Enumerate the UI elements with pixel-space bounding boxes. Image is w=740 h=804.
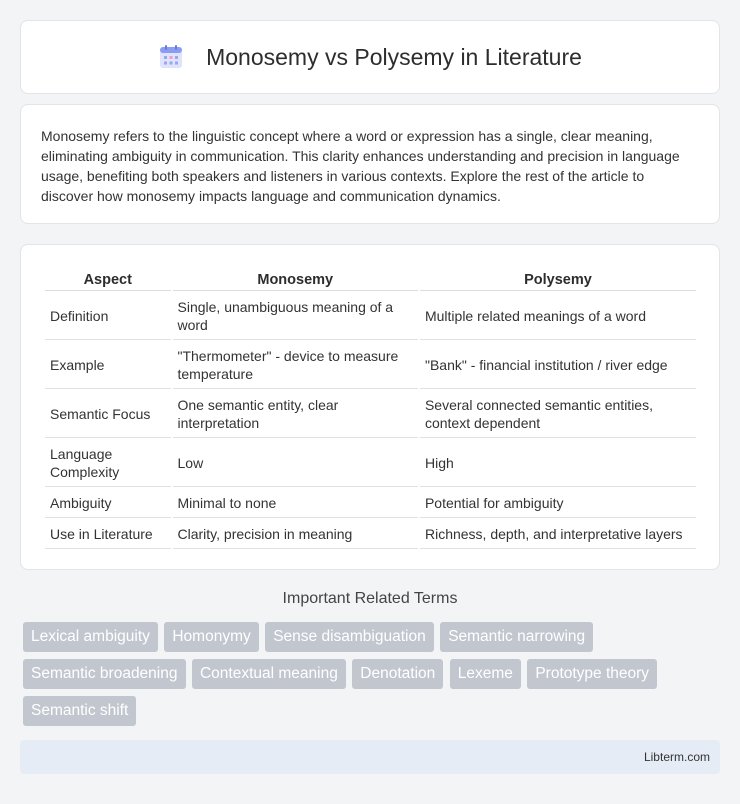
table-cell: High bbox=[420, 440, 696, 487]
table-cell: Potential for ambiguity bbox=[420, 489, 696, 518]
table-cell: Ambiguity bbox=[45, 489, 171, 518]
intro-card bbox=[20, 104, 720, 224]
table-cell: Minimal to none bbox=[173, 489, 418, 518]
column-header-polysemy: Polysemy bbox=[420, 267, 696, 291]
tag-semantic-narrowing[interactable]: Semantic narrowing bbox=[440, 622, 593, 652]
tag-semantic-shift[interactable]: Semantic shift bbox=[23, 696, 136, 726]
table-row bbox=[45, 293, 696, 340]
comparison-table bbox=[43, 265, 698, 551]
table-cell: Semantic Focus bbox=[45, 391, 171, 438]
table-header-row bbox=[45, 267, 696, 291]
table-cell: Low bbox=[173, 440, 418, 487]
tag-homonymy[interactable]: Homonymy bbox=[164, 622, 258, 652]
table-cell: Multiple related meanings of a word bbox=[420, 293, 696, 340]
table-cell: Language Complexity bbox=[45, 440, 171, 487]
column-header-aspect: Aspect bbox=[45, 267, 171, 291]
footer bbox=[20, 740, 720, 774]
table-cell: Example bbox=[45, 342, 171, 389]
page-title: Monosemy vs Polysemy in Literature bbox=[206, 43, 582, 70]
tag-lexeme[interactable]: Lexeme bbox=[450, 659, 521, 689]
header-card bbox=[20, 20, 720, 94]
column-header-monosemy: Monosemy bbox=[173, 267, 418, 291]
related-terms-title: Important Related Terms bbox=[282, 590, 458, 607]
footer-site-link[interactable]: Libterm.com bbox=[643, 750, 710, 764]
table-cell: Several connected semantic entities, context dependent bbox=[420, 391, 696, 438]
calendar-icon bbox=[158, 44, 184, 70]
related-terms-list bbox=[23, 622, 723, 733]
intro-text: Monosemy refers to the linguistic concept where a word or expression has a single, clear meaning, eliminating ambiguity in communication. This clarity enhances understanding and precision in language usage, benefiting both speakers and listeners in various contexts. Explore the rest of the article to discover how monosemy impacts language and communication dynamics. bbox=[41, 128, 680, 204]
table-cell: Clarity, precision in meaning bbox=[173, 520, 418, 549]
comparison-table-card bbox=[20, 244, 720, 570]
tag-semantic-broadening[interactable]: Semantic broadening bbox=[23, 659, 186, 689]
tag-sense-disambiguation[interactable]: Sense disambiguation bbox=[265, 622, 434, 652]
table-cell: Single, unambiguous meaning of a word bbox=[173, 293, 418, 340]
tag-denotation[interactable]: Denotation bbox=[352, 659, 443, 689]
table-row bbox=[45, 342, 696, 389]
tag-contextual-meaning[interactable]: Contextual meaning bbox=[192, 659, 346, 689]
table-row bbox=[45, 520, 696, 549]
table-cell: Definition bbox=[45, 293, 171, 340]
table-row bbox=[45, 440, 696, 487]
tag-prototype-theory[interactable]: Prototype theory bbox=[527, 659, 657, 689]
table-row bbox=[45, 489, 696, 518]
table-cell: "Thermometer" - device to measure temperature bbox=[173, 342, 418, 389]
table-cell: Use in Literature bbox=[45, 520, 171, 549]
table-cell: Richness, depth, and interpretative layers bbox=[420, 520, 696, 549]
table-cell: "Bank" - financial institution / river edge bbox=[420, 342, 696, 389]
tag-lexical-ambiguity[interactable]: Lexical ambiguity bbox=[23, 622, 158, 652]
table-row bbox=[45, 391, 696, 438]
table-cell: One semantic entity, clear interpretation bbox=[173, 391, 418, 438]
